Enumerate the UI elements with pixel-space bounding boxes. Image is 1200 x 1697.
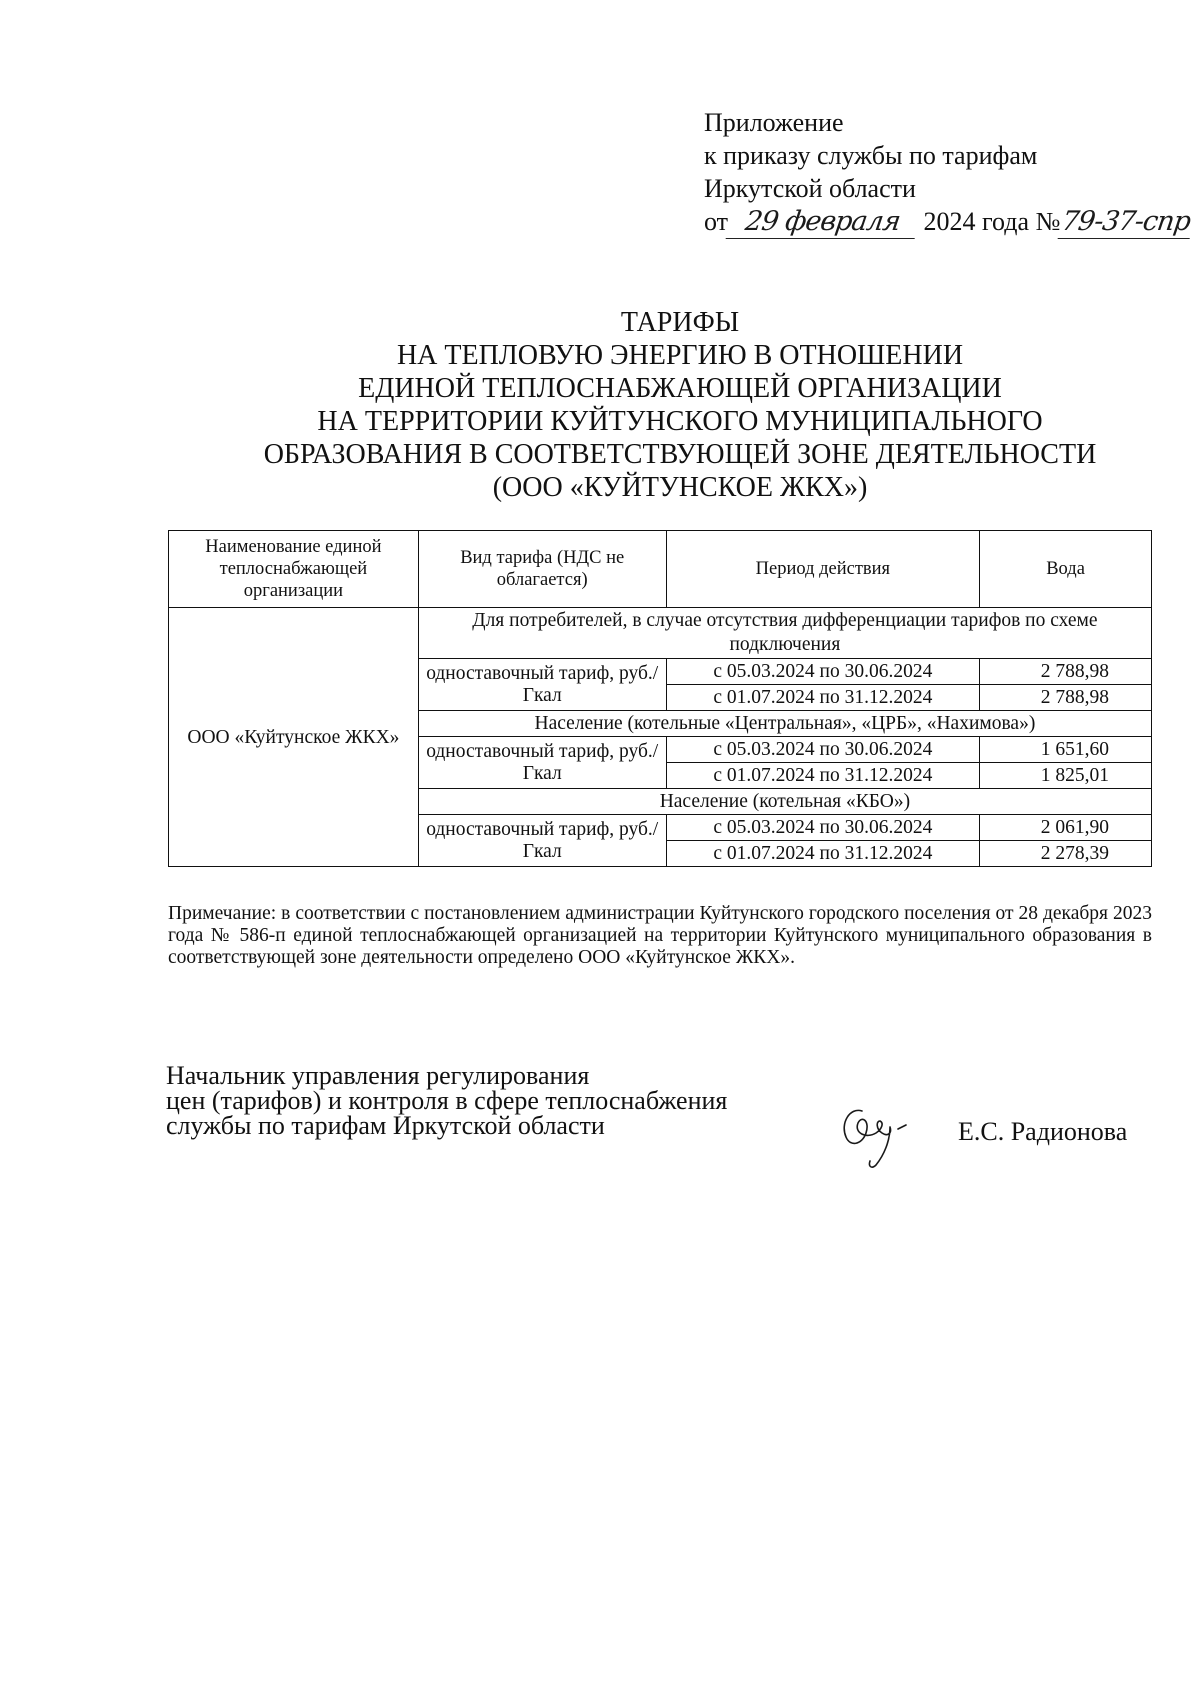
signature-block — [166, 1063, 727, 1138]
appendix-line-1: Приложение — [704, 108, 844, 137]
header-tariff-type: Вид тарифа (НДС не облагается) — [418, 531, 666, 608]
appendix-date-line — [704, 205, 1192, 239]
tariff-table — [168, 530, 1152, 867]
org-name-cell: ООО «Куйтунское ЖКХ» — [169, 608, 419, 867]
title-line-2: НА ТЕПЛОВУЮ ЭНЕРГИЮ В ОТНОШЕНИИ — [396, 340, 964, 371]
period-cell: с 05.03.2024 по 30.06.2024 — [666, 659, 980, 685]
signer-position-line-1: Начальник управления регулирования — [166, 1061, 590, 1090]
handwritten-signature — [832, 1093, 922, 1173]
from-prefix: от — [704, 207, 729, 236]
title-line-1: ТАРИФЫ — [620, 307, 740, 338]
period-cell: с 01.07.2024 по 31.12.2024 — [666, 841, 980, 867]
tariff-type-cell: одноставочный тариф, руб./Гкал — [418, 815, 666, 867]
group-title: Для потребителей, в случае отсутствия дифференциации тарифов по схеме подключения — [418, 608, 1151, 659]
value-cell: 1 825,01 — [980, 763, 1152, 789]
header-water: Вода — [980, 531, 1152, 608]
appendix-line-2: к приказу службы по тарифам — [704, 141, 1038, 170]
title-line-5: ОБРАЗОВАНИЯ В СООТВЕТСТВУЮЩЕЙ ЗОНЕ ДЕЯТЕЛЬНОСТИ — [263, 439, 1097, 470]
period-cell: с 01.07.2024 по 31.12.2024 — [666, 685, 980, 711]
value-cell: 2 788,98 — [980, 659, 1152, 685]
value-cell: 2 788,98 — [980, 685, 1152, 711]
handwritten-date: 29 февраля — [726, 205, 920, 239]
group-title: Население (котельные «Центральная», «ЦРБ», «Нахимова») — [418, 711, 1151, 737]
signer-name: Е.С. Радионова — [958, 1117, 1128, 1146]
period-cell: с 01.07.2024 по 31.12.2024 — [666, 763, 980, 789]
value-cell: 2 061,90 — [980, 815, 1152, 841]
note-paragraph: Примечание: в соответствии с постановлением администрации Куйтунского городского поселения от 28 декабря 2023 года № 586-п единой теплоснабжающей организацией на территории Куйтунского муниципального образования в соответствующей зоне деятельности определено ООО «Куйтунское ЖКХ». — [168, 903, 1152, 968]
period-cell: с 05.03.2024 по 30.06.2024 — [666, 737, 980, 763]
signer-position-line-2: цен (тарифов) и контроля в сфере теплоснабжения — [166, 1086, 728, 1115]
handwritten-order-number: 79-37-спр — [1058, 205, 1195, 239]
appendix-block — [704, 106, 1192, 239]
value-cell: 2 278,39 — [980, 841, 1152, 867]
table-header-row — [169, 531, 1152, 608]
title-line-6: (ООО «КУЙТУНСКОЕ ЖКХ») — [492, 472, 868, 503]
period-cell: с 05.03.2024 по 30.06.2024 — [666, 815, 980, 841]
group-title: Население (котельная «КБО») — [418, 789, 1151, 815]
appendix-line-3: Иркутской области — [704, 174, 916, 203]
title-line-3: ЕДИНОЙ ТЕПЛОСНАБЖАЮЩЕЙ ОРГАНИЗАЦИИ — [358, 373, 1002, 404]
tariff-type-cell: одноставочный тариф, руб./Гкал — [418, 737, 666, 789]
tariff-type-cell: одноставочный тариф, руб./Гкал — [418, 659, 666, 711]
header-org: Наименование единой теплоснабжающей организации — [169, 531, 419, 608]
value-cell: 1 651,60 — [980, 737, 1152, 763]
year-text: 2024 года № — [923, 207, 1061, 236]
signer-position-line-3: службы по тарифам Иркутской области — [166, 1111, 605, 1140]
title-line-4: НА ТЕРРИТОРИИ КУЙТУНСКОГО МУНИЦИПАЛЬНОГО — [317, 406, 1043, 437]
document-title — [240, 306, 1120, 504]
header-period: Период действия — [666, 531, 980, 608]
group-row — [169, 608, 1152, 659]
